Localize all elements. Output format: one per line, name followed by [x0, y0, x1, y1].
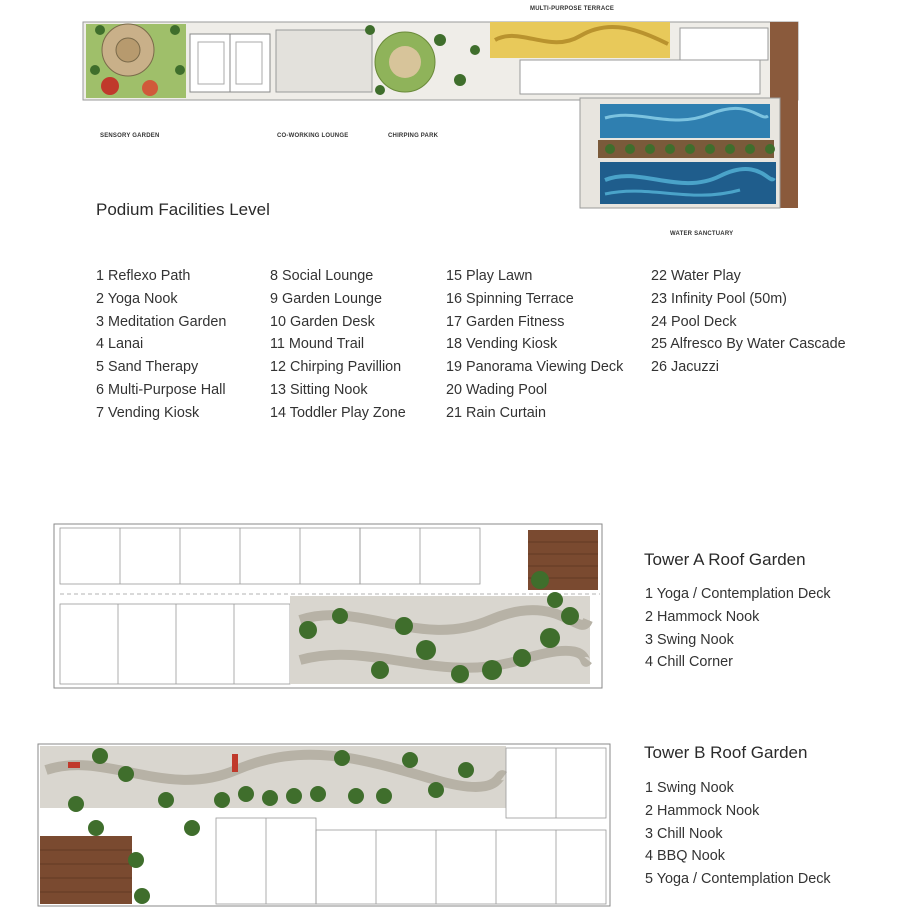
- legend-item: 5 Yoga / Contemplation Deck: [645, 871, 831, 888]
- legend-item: 3 Chill Nook: [645, 825, 723, 842]
- legend-item: 2 Hammock Nook: [645, 608, 760, 625]
- podium-title: Podium Facilities Level: [96, 200, 270, 219]
- legend-item: 1 Swing Nook: [645, 780, 734, 796]
- legend-item: 4 Chill Corner: [645, 654, 733, 671]
- legend-item: 1 Reflexo Path: [96, 268, 191, 284]
- legend-item: 26 Jacuzzi: [651, 359, 719, 376]
- legend-item: 5 Sand Therapy: [96, 359, 199, 376]
- tower-a-title: Tower A Roof Garden: [644, 550, 806, 569]
- tower-b-legend: [645, 777, 831, 891]
- legend-item: 11 Mound Trail: [270, 336, 365, 353]
- legend-item: 4 BBQ Nook: [645, 848, 725, 865]
- zone-label-multi-purpose-terrace: MULTI-PURPOSE TERRACE: [530, 6, 615, 12]
- legend-item: 19 Panorama Viewing Deck: [446, 359, 624, 376]
- podium-legend-col-3: [446, 265, 623, 425]
- legend-item: 2 Yoga Nook: [96, 290, 178, 307]
- legend-item: 18 Vending Kiosk: [446, 336, 558, 353]
- legend-item: 24 Pool Deck: [651, 313, 737, 330]
- legend-item: 3 Swing Nook: [645, 631, 734, 648]
- podium-legend-col-1: [96, 265, 226, 425]
- legend-item: 25 Alfresco By Water Cascade: [651, 336, 846, 353]
- legend-item: 15 Play Lawn: [446, 268, 533, 284]
- podium-plan: [80, 0, 801, 210]
- zone-label-sensory-garden: SENSORY GARDEN: [100, 133, 160, 139]
- podium-legend-col-2: [270, 265, 406, 425]
- tower-a-plan: [40, 520, 605, 692]
- legend-item: 3 Meditation Garden: [96, 313, 227, 330]
- zone-label-co-working-lounge: CO-WORKING LOUNGE: [277, 133, 349, 139]
- legend-item: 1 Yoga / Contemplation Deck: [645, 586, 831, 602]
- legend-item: 23 Infinity Pool (50m): [651, 290, 787, 307]
- legend-item: 6 Multi-Purpose Hall: [96, 381, 226, 398]
- legend-item: 12 Chirping Pavillion: [270, 359, 402, 376]
- tower-b-title: Tower B Roof Garden: [644, 743, 808, 762]
- legend-item: 7 Vending Kiosk: [96, 404, 200, 421]
- legend-item: 8 Social Lounge: [270, 268, 374, 284]
- legend-item: 9 Garden Lounge: [270, 290, 383, 307]
- legend-item: 17 Garden Fitness: [446, 313, 565, 330]
- legend-item: 10 Garden Desk: [270, 313, 375, 330]
- legend-item: 20 Wading Pool: [446, 381, 548, 398]
- legend-item: 2 Hammock Nook: [645, 802, 760, 819]
- legend-item: 22 Water Play: [651, 268, 741, 284]
- legend-item: 21 Rain Curtain: [446, 404, 546, 421]
- tower-a-legend: [645, 583, 831, 674]
- podium-legend-col-4: [651, 265, 846, 379]
- legend-item: 14 Toddler Play Zone: [270, 404, 406, 421]
- tower-b-plan: [36, 740, 612, 908]
- legend-item: 16 Spinning Terrace: [446, 290, 574, 307]
- legend-item: 13 Sitting Nook: [270, 381, 368, 398]
- zone-label-chirping-park: CHIRPING PARK: [388, 133, 439, 139]
- legend-item: 4 Lanai: [96, 336, 144, 353]
- zone-label-water-sanctuary: WATER SANCTUARY: [670, 231, 734, 237]
